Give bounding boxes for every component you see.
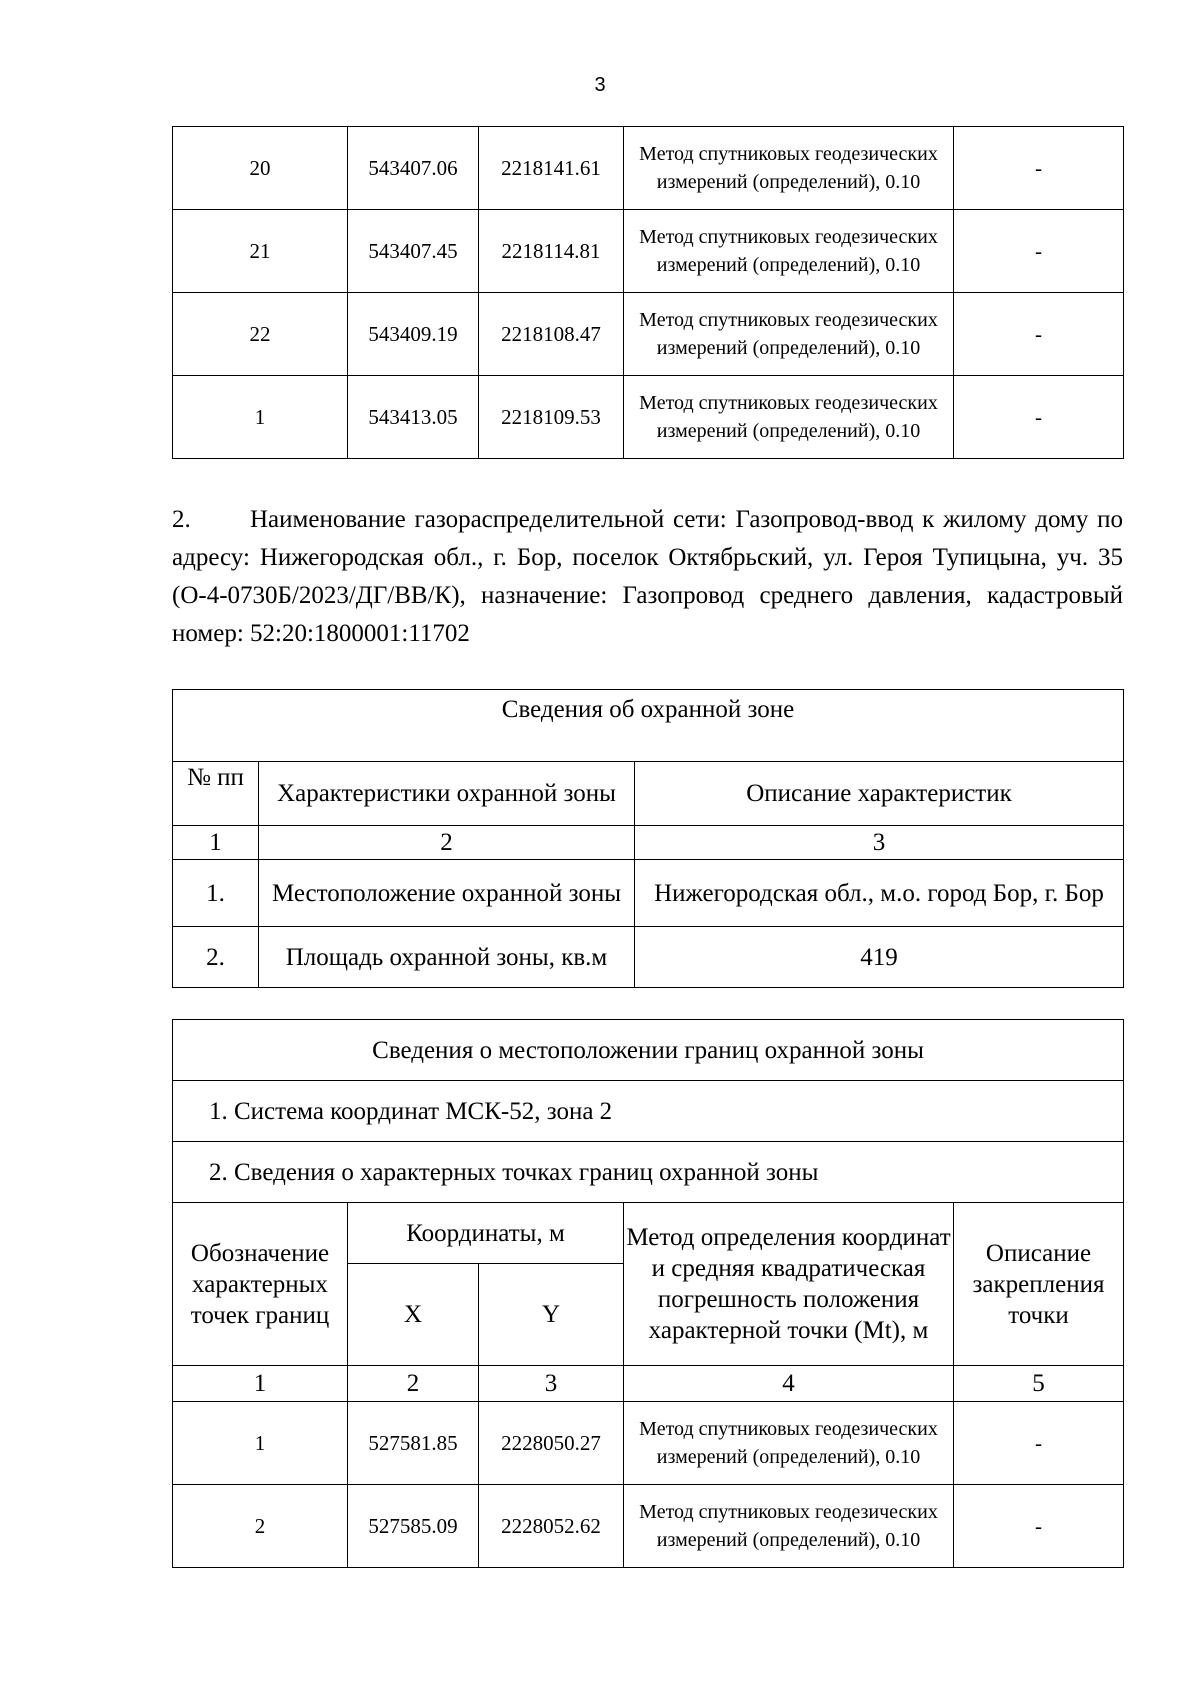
table-row: [173, 127, 1124, 210]
column-header-fixing: Описание закрепления точки: [954, 1203, 1124, 1366]
y-cell: 2228052.62: [479, 1485, 624, 1568]
x-cell: 543407.45: [348, 210, 479, 293]
table-row: [173, 927, 1124, 988]
table-header-row: [173, 1203, 1124, 1264]
point-cell: 1: [173, 376, 348, 459]
points-info-row: [173, 1142, 1124, 1203]
column-header-description: Описание характеристик: [635, 762, 1124, 826]
column-header-y: Y: [479, 1264, 624, 1366]
table-row: [173, 1485, 1124, 1568]
coordinate-system-row: [173, 1081, 1124, 1142]
y-cell: 2218114.81: [479, 210, 624, 293]
x-cell: 543413.05: [348, 376, 479, 459]
fixing-cell: -: [954, 376, 1124, 459]
point-cell: 20: [173, 127, 348, 210]
column-index: 2: [348, 1366, 479, 1402]
table-caption: Сведения о местоположении границ охранной зоны: [173, 1020, 1124, 1081]
section-text: Наименование газораспределительной сети: Газопровод-ввод к жилому дому по адресу: Нижегородская обл., г. Бор, поселок Октябрьский, ул. Героя Тупицына, уч. 35 (О-4-0730Б/2023/ДГ/ВВ/К), назначение: Газопровод среднего давления, кадастровый номер: 52:20:1800001:11702: [172, 506, 1123, 647]
table-row: [173, 376, 1124, 459]
section-paragraph: [172, 501, 1123, 653]
column-header-method: Метод определения координат и средняя квадратическая погрешность положения характерной точки (Mt), м: [624, 1203, 954, 1366]
fixing-cell: -: [954, 210, 1124, 293]
points-info-text: 2. Сведения о характерных точках границ охранной зоны: [173, 1142, 1124, 1203]
column-index-row: [173, 1366, 1124, 1402]
table-row: [173, 293, 1124, 376]
y-cell: 2218109.53: [479, 376, 624, 459]
column-header-point: Обозначение характерных точек границ: [173, 1203, 348, 1366]
table-caption: Сведения об охранной зоне: [173, 690, 1124, 762]
column-header-x: X: [348, 1264, 479, 1366]
x-cell: 527585.09: [348, 1485, 479, 1568]
method-cell: Метод спутниковых геодезических измерений (определений), 0.10: [624, 1402, 954, 1485]
column-index: 1: [173, 826, 259, 860]
method-cell: Метод спутниковых геодезических измерений (определений), 0.10: [624, 127, 954, 210]
column-index: 2: [259, 826, 635, 860]
column-index: 5: [954, 1366, 1124, 1402]
method-cell: Метод спутниковых геодезических измерений (определений), 0.10: [624, 293, 954, 376]
characteristic-name: Площадь охранной зоны, кв.м: [259, 927, 635, 988]
row-number: 2.: [173, 927, 259, 988]
table-row: [173, 210, 1124, 293]
x-cell: 543407.06: [348, 127, 479, 210]
fixing-cell: -: [954, 127, 1124, 210]
characteristic-value: Нижегородская обл., м.о. город Бор, г. Бор: [635, 860, 1124, 927]
y-cell: 2218108.47: [479, 293, 624, 376]
x-cell: 527581.85: [348, 1402, 479, 1485]
point-cell: 21: [173, 210, 348, 293]
point-cell: 2: [173, 1485, 348, 1568]
page-number: 3: [594, 74, 606, 96]
column-index: 4: [624, 1366, 954, 1402]
column-header-coordinates: Координаты, м: [348, 1203, 624, 1264]
column-header-number: № пп: [173, 762, 259, 826]
fixing-cell: -: [954, 1402, 1124, 1485]
table-row: [173, 1402, 1124, 1485]
x-cell: 543409.19: [348, 293, 479, 376]
table-row: [173, 860, 1124, 927]
table-header-row: [173, 762, 1124, 826]
column-index-row: [173, 826, 1124, 860]
coordinates-table-continued: [172, 126, 1124, 459]
row-number: 1.: [173, 860, 259, 927]
fixing-cell: -: [954, 293, 1124, 376]
table-caption-row: [173, 690, 1124, 762]
column-index: 3: [479, 1366, 624, 1402]
table-caption-row: [173, 1020, 1124, 1081]
point-cell: 22: [173, 293, 348, 376]
y-cell: 2228050.27: [479, 1402, 624, 1485]
coordinate-system-text: 1. Система координат МСК-52, зона 2: [173, 1081, 1124, 1142]
point-cell: 1: [173, 1402, 348, 1485]
section-number: 2.: [172, 506, 191, 533]
fixing-cell: -: [954, 1485, 1124, 1568]
column-index: 3: [635, 826, 1124, 860]
y-cell: 2218141.61: [479, 127, 624, 210]
method-cell: Метод спутниковых геодезических измерений (определений), 0.10: [624, 1485, 954, 1568]
characteristic-name: Местоположение охранной зоны: [259, 860, 635, 927]
method-cell: Метод спутниковых геодезических измерений (определений), 0.10: [624, 376, 954, 459]
column-header-characteristic: Характеристики охранной зоны: [259, 762, 635, 826]
characteristic-value: 419: [635, 927, 1124, 988]
protection-zone-info-table: [172, 689, 1124, 988]
column-index: 1: [173, 1366, 348, 1402]
boundary-location-table: [172, 1019, 1124, 1568]
method-cell: Метод спутниковых геодезических измерений (определений), 0.10: [624, 210, 954, 293]
